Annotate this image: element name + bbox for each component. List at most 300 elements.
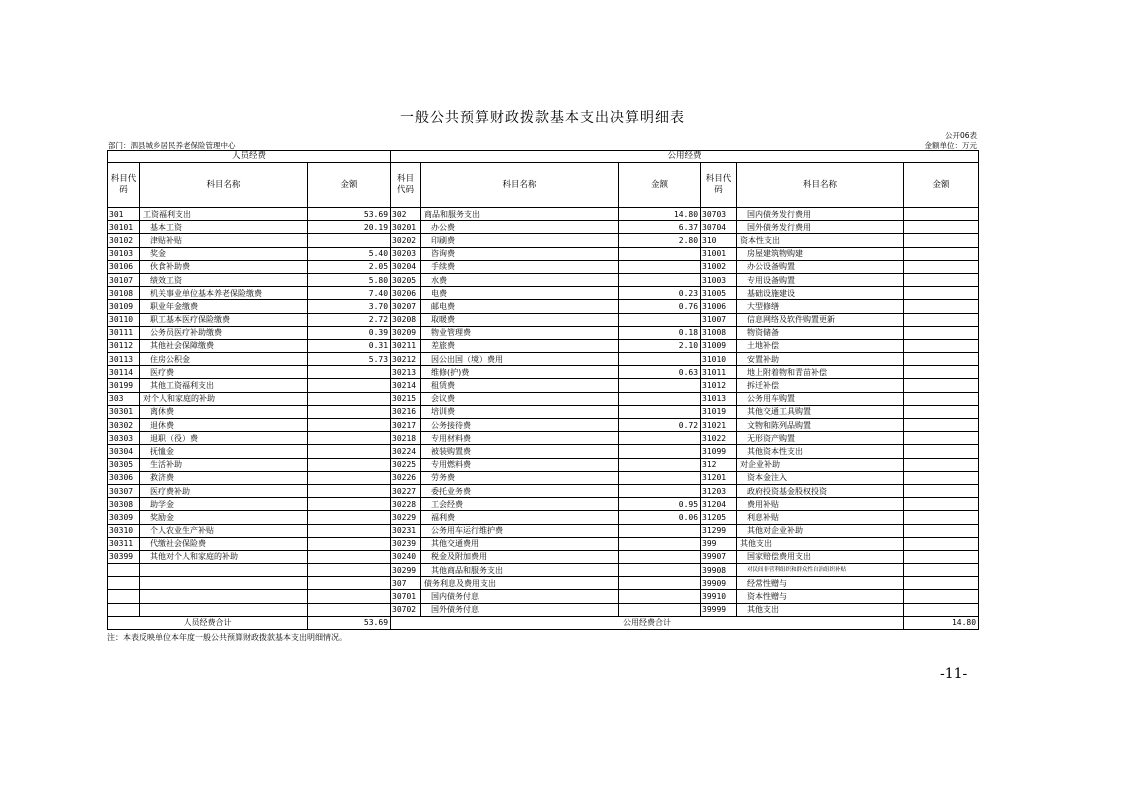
amount-cell: 0.23 (619, 287, 701, 300)
name-cell: 费用补贴 (737, 498, 904, 511)
amount-cell: 53.69 (308, 208, 391, 221)
code-cell: 31022 (701, 432, 737, 445)
name-cell: 信息网络及软件购置更新 (737, 313, 904, 326)
header-code: 科目代码 (391, 163, 421, 208)
header-name: 科目名称 (737, 163, 904, 208)
code-cell: 31011 (701, 366, 737, 379)
amount-cell (904, 326, 979, 339)
report-title: 一般公共预算财政拨款基本支出决算明细表 (400, 110, 685, 126)
code-cell: 30399 (108, 550, 140, 563)
amount-cell (308, 498, 391, 511)
code-cell: 303 (108, 392, 140, 405)
name-cell: 退职（役）费 (140, 432, 308, 445)
code-cell: 301 (108, 208, 140, 221)
amount-cell (308, 405, 391, 418)
code-cell: 30299 (391, 564, 421, 577)
code-cell: 30114 (108, 366, 140, 379)
name-cell (140, 603, 308, 616)
name-cell: 奖励金 (140, 511, 308, 524)
amount-cell (308, 590, 391, 603)
name-cell: 其他交通费用 (421, 537, 619, 550)
code-cell: 39908 (701, 564, 737, 577)
amount-cell (619, 273, 701, 286)
name-cell: 离休费 (140, 405, 308, 418)
code-cell: 31008 (701, 326, 737, 339)
name-cell: 其他支出 (737, 537, 904, 550)
name-cell: 国内债务发行费用 (737, 208, 904, 221)
code-cell: 30240 (391, 550, 421, 563)
column-header-row (108, 163, 979, 208)
code-cell: 31012 (701, 379, 737, 392)
amount-cell: 0.06 (619, 511, 701, 524)
code-cell: 30227 (391, 484, 421, 497)
amount-cell (904, 524, 979, 537)
name-cell: 邮电费 (421, 300, 619, 313)
table-row (108, 537, 979, 550)
table-row (108, 484, 979, 497)
code-cell: 30203 (391, 247, 421, 260)
name-cell: 差旅费 (421, 339, 619, 352)
footnote: 注：本表反映单位本年度一般公共预算财政拨款基本支出明细情况。 (107, 632, 347, 642)
amount-cell (904, 484, 979, 497)
name-cell: 奖金 (140, 247, 308, 260)
amount-cell: 20.19 (308, 221, 391, 234)
name-cell: 拆迁补偿 (737, 379, 904, 392)
amount-cell: 2.10 (619, 339, 701, 352)
amount-cell: 0.31 (308, 339, 391, 352)
personnel-total-amount: 53.69 (308, 616, 391, 629)
code-cell: 30112 (108, 339, 140, 352)
amount-cell (619, 458, 701, 471)
code-cell: 30703 (701, 208, 737, 221)
name-cell: 专用燃料费 (421, 458, 619, 471)
amount-cell: 0.95 (619, 498, 701, 511)
code-cell: 31001 (701, 247, 737, 260)
name-cell: 其他社会保障缴费 (140, 339, 308, 352)
amount-cell (308, 550, 391, 563)
table-row (108, 313, 979, 326)
name-cell: 职业年金缴费 (140, 300, 308, 313)
name-cell: 办公费 (421, 221, 619, 234)
amount-cell: 5.40 (308, 247, 391, 260)
amount-cell (619, 524, 701, 537)
header-amount: 金额 (308, 163, 391, 208)
amount-cell (904, 287, 979, 300)
amount-cell: 0.72 (619, 419, 701, 432)
table-row (108, 577, 979, 590)
code-cell: 30209 (391, 326, 421, 339)
name-cell: 被装购置费 (421, 445, 619, 458)
amount-cell (619, 353, 701, 366)
name-cell: 对个人和家庭的补助 (140, 392, 308, 405)
amount-cell (308, 432, 391, 445)
name-cell: 文物和陈列品购置 (737, 419, 904, 432)
table-row (108, 458, 979, 471)
amount-cell (904, 564, 979, 577)
amount-cell (904, 339, 979, 352)
code-cell: 39999 (701, 603, 737, 616)
code-cell: 31203 (701, 484, 737, 497)
name-cell: 津贴补贴 (140, 234, 308, 247)
name-cell: 基本工资 (140, 221, 308, 234)
code-cell (108, 603, 140, 616)
amount-cell (904, 471, 979, 484)
table-row (108, 326, 979, 339)
amount-cell: 6.37 (619, 221, 701, 234)
table-row (108, 221, 979, 234)
code-cell: 30225 (391, 458, 421, 471)
header-name: 科目名称 (421, 163, 619, 208)
name-cell: 对企业补助 (737, 458, 904, 471)
name-cell: 个人农业生产补贴 (140, 524, 308, 537)
amount-cell (308, 366, 391, 379)
amount-cell (619, 392, 701, 405)
code-cell: 30304 (108, 445, 140, 458)
name-cell: 安置补助 (737, 353, 904, 366)
header-code: 科目代码 (108, 163, 140, 208)
code-cell: 31009 (701, 339, 737, 352)
name-cell: 物业管理费 (421, 326, 619, 339)
name-cell: 土地补偿 (737, 339, 904, 352)
code-cell: 31007 (701, 313, 737, 326)
amount-cell (904, 221, 979, 234)
name-cell: 绩效工资 (140, 273, 308, 286)
code-cell: 30101 (108, 221, 140, 234)
code-cell: 30307 (108, 484, 140, 497)
amount-cell (904, 445, 979, 458)
amount-cell: 0.18 (619, 326, 701, 339)
name-cell: 地上附着物和青苗补偿 (737, 366, 904, 379)
code-cell: 39910 (701, 590, 737, 603)
amount-cell: 5.80 (308, 273, 391, 286)
name-cell: 国内债务付息 (421, 590, 619, 603)
amount-cell (904, 353, 979, 366)
name-cell: 救济费 (140, 471, 308, 484)
amount-cell (308, 484, 391, 497)
name-cell: 专用材料费 (421, 432, 619, 445)
amount-cell (904, 366, 979, 379)
code-cell: 307 (391, 577, 421, 590)
expenditure-table (107, 150, 979, 630)
amount-cell (619, 313, 701, 326)
code-cell: 30228 (391, 498, 421, 511)
amount-cell (619, 471, 701, 484)
amount-cell (904, 590, 979, 603)
name-cell: 税金及附加费用 (421, 550, 619, 563)
public-total-amount: 14.80 (904, 616, 979, 629)
amount-cell (308, 524, 391, 537)
name-cell: 委托业务费 (421, 484, 619, 497)
name-cell: 国外债务发行费用 (737, 221, 904, 234)
amount-cell (619, 247, 701, 260)
amount-cell (308, 537, 391, 550)
name-cell: 伙食补助费 (140, 260, 308, 273)
amount-cell (308, 234, 391, 247)
name-cell: 其他对个人和家庭的补助 (140, 550, 308, 563)
name-cell: 其他支出 (737, 603, 904, 616)
amount-cell: 14.80 (619, 208, 701, 221)
amount-cell (619, 484, 701, 497)
amount-cell (308, 511, 391, 524)
table-row (108, 300, 979, 313)
name-cell: 资本性赠与 (737, 590, 904, 603)
name-cell: 取暖费 (421, 313, 619, 326)
name-cell: 工资福利支出 (140, 208, 308, 221)
code-cell: 30311 (108, 537, 140, 550)
code-cell: 30207 (391, 300, 421, 313)
amount-cell (619, 550, 701, 563)
amount-cell: 5.73 (308, 353, 391, 366)
code-cell: 30229 (391, 511, 421, 524)
amount-cell (904, 458, 979, 471)
code-cell: 30201 (391, 221, 421, 234)
amount-cell (904, 419, 979, 432)
code-cell: 30108 (108, 287, 140, 300)
department-label: 部门：泗县城乡居民养老保险管理中心 (108, 141, 236, 150)
amount-cell (904, 603, 979, 616)
code-cell: 30208 (391, 313, 421, 326)
name-cell: 维修(护)费 (421, 366, 619, 379)
code-cell: 31299 (701, 524, 737, 537)
amount-cell (619, 379, 701, 392)
report-meta (107, 128, 978, 150)
code-cell: 31005 (701, 287, 737, 300)
table-row (108, 339, 979, 352)
name-cell: 国家赔偿费用支出 (737, 550, 904, 563)
code-cell: 30215 (391, 392, 421, 405)
code-cell: 30702 (391, 603, 421, 616)
code-cell: 310 (701, 234, 737, 247)
name-cell: 职工基本医疗保险缴费 (140, 313, 308, 326)
code-cell: 30103 (108, 247, 140, 260)
amount-cell: 2.72 (308, 313, 391, 326)
public-total-label: 公用经费合计 (391, 616, 904, 629)
amount-cell (308, 458, 391, 471)
name-cell: 大型修缮 (737, 300, 904, 313)
table-row (108, 287, 979, 300)
header-name: 科目名称 (140, 163, 308, 208)
code-cell: 30213 (391, 366, 421, 379)
code-cell: 30111 (108, 326, 140, 339)
code-cell: 30308 (108, 498, 140, 511)
name-cell: 其他交通工具购置 (737, 405, 904, 418)
amount-cell: 7.40 (308, 287, 391, 300)
table-row (108, 498, 979, 511)
code-cell: 30206 (391, 287, 421, 300)
group-public: 公用经费 (391, 151, 979, 163)
amount-cell (904, 498, 979, 511)
amount-cell: 2.80 (619, 234, 701, 247)
code-cell: 31205 (701, 511, 737, 524)
table-row (108, 366, 979, 379)
amount-cell (308, 445, 391, 458)
table-row (108, 511, 979, 524)
code-cell: 31002 (701, 260, 737, 273)
code-cell: 302 (391, 208, 421, 221)
amount-cell (619, 603, 701, 616)
amount-cell (904, 392, 979, 405)
name-cell: 咨询费 (421, 247, 619, 260)
amount-cell (619, 564, 701, 577)
unit-label: 金额单位：万元 (924, 141, 977, 150)
name-cell: 资本金注入 (737, 471, 904, 484)
report-sheet (107, 108, 978, 643)
code-cell: 30305 (108, 458, 140, 471)
code-cell: 30214 (391, 379, 421, 392)
amount-cell (904, 273, 979, 286)
table-row (108, 234, 979, 247)
amount-cell (904, 537, 979, 550)
code-cell: 31019 (701, 405, 737, 418)
name-cell: 无形资产购置 (737, 432, 904, 445)
amount-cell (904, 234, 979, 247)
table-row (108, 432, 979, 445)
table-row (108, 471, 979, 484)
amount-cell: 0.76 (619, 300, 701, 313)
name-cell: 经常性赠与 (737, 577, 904, 590)
amount-cell (308, 392, 391, 405)
name-cell: 房屋建筑物购建 (737, 247, 904, 260)
name-cell: 医疗费补助 (140, 484, 308, 497)
code-cell: 31204 (701, 498, 737, 511)
code-cell: 30109 (108, 300, 140, 313)
amount-cell (619, 537, 701, 550)
name-cell: 其他商品和服务支出 (421, 564, 619, 577)
name-cell: 国外债务付息 (421, 603, 619, 616)
code-cell: 39909 (701, 577, 737, 590)
name-cell: 会议费 (421, 392, 619, 405)
name-cell: 电费 (421, 287, 619, 300)
amount-cell (308, 419, 391, 432)
header-amount: 金额 (619, 163, 701, 208)
group-personnel: 人员经费 (108, 151, 391, 163)
code-cell: 31021 (701, 419, 737, 432)
amount-cell: 3.70 (308, 300, 391, 313)
name-cell: 租赁费 (421, 379, 619, 392)
table-code: 公开06表 (944, 131, 977, 140)
name-cell: 福利费 (421, 511, 619, 524)
name-cell: 基础设施建设 (737, 287, 904, 300)
table-row (108, 405, 979, 418)
amount-cell: 0.63 (619, 366, 701, 379)
name-cell: 代缴社会保险费 (140, 537, 308, 550)
name-cell: 培训费 (421, 405, 619, 418)
name-cell: 商品和服务支出 (421, 208, 619, 221)
amount-cell (904, 247, 979, 260)
amount-cell (904, 300, 979, 313)
name-cell: 对民间非营利组织和群众性自治组织补贴 (737, 564, 904, 577)
code-cell (108, 577, 140, 590)
code-cell: 312 (701, 458, 737, 471)
name-cell: 公务用车购置 (737, 392, 904, 405)
name-cell: 生活补助 (140, 458, 308, 471)
name-cell: 利息补贴 (737, 511, 904, 524)
code-cell: 30205 (391, 273, 421, 286)
amount-cell (308, 471, 391, 484)
name-cell: 工会经费 (421, 498, 619, 511)
name-cell: 其他资本性支出 (737, 445, 904, 458)
amount-cell (904, 379, 979, 392)
name-cell: 手续费 (421, 260, 619, 273)
code-cell: 30302 (108, 419, 140, 432)
amount-cell (308, 577, 391, 590)
table-row (108, 273, 979, 286)
code-cell: 31013 (701, 392, 737, 405)
code-cell: 31010 (701, 353, 737, 366)
name-cell: 机关事业单位基本养老保险缴费 (140, 287, 308, 300)
name-cell: 公务员医疗补助缴费 (140, 326, 308, 339)
amount-cell (904, 208, 979, 221)
name-cell: 其他工资福利支出 (140, 379, 308, 392)
table-body (108, 208, 979, 617)
name-cell (140, 564, 308, 577)
code-cell: 31201 (701, 471, 737, 484)
code-cell: 30239 (391, 537, 421, 550)
code-cell: 399 (701, 537, 737, 550)
code-cell: 30212 (391, 353, 421, 366)
amount-cell (619, 445, 701, 458)
name-cell: 因公出国（境）费用 (421, 353, 619, 366)
table-row (108, 392, 979, 405)
amount-cell (619, 577, 701, 590)
name-cell: 其他对企业补助 (737, 524, 904, 537)
code-cell: 30106 (108, 260, 140, 273)
code-cell: 31003 (701, 273, 737, 286)
amount-cell (308, 603, 391, 616)
amount-cell (904, 511, 979, 524)
code-cell: 30107 (108, 273, 140, 286)
table-row (108, 603, 979, 616)
code-cell: 30224 (391, 445, 421, 458)
table-row (108, 445, 979, 458)
table-row (108, 550, 979, 563)
code-cell (108, 590, 140, 603)
name-cell: 劳务费 (421, 471, 619, 484)
code-cell: 30110 (108, 313, 140, 326)
amount-cell (308, 379, 391, 392)
amount-cell (904, 313, 979, 326)
totals-row (108, 616, 979, 629)
code-cell: 30113 (108, 353, 140, 366)
header-code: 科目代码 (701, 163, 737, 208)
code-cell: 30231 (391, 524, 421, 537)
name-cell: 抚恤金 (140, 445, 308, 458)
name-cell (140, 577, 308, 590)
code-cell: 30226 (391, 471, 421, 484)
page-number: -11- (940, 666, 968, 682)
header-amount: 金额 (904, 163, 979, 208)
name-cell (140, 590, 308, 603)
name-cell: 政府投资基金股权投资 (737, 484, 904, 497)
name-cell: 印刷费 (421, 234, 619, 247)
table-row (108, 419, 979, 432)
name-cell: 公务接待费 (421, 419, 619, 432)
name-cell: 水费 (421, 273, 619, 286)
code-cell: 30306 (108, 471, 140, 484)
code-cell: 30211 (391, 339, 421, 352)
name-cell: 专用设备购置 (737, 273, 904, 286)
amount-cell: 2.05 (308, 260, 391, 273)
code-cell: 30204 (391, 260, 421, 273)
code-cell: 31099 (701, 445, 737, 458)
table-row (108, 564, 979, 577)
code-cell: 30218 (391, 432, 421, 445)
code-cell: 30704 (701, 221, 737, 234)
amount-cell (904, 405, 979, 418)
table-row (108, 353, 979, 366)
amount-cell (904, 432, 979, 445)
code-cell: 30309 (108, 511, 140, 524)
